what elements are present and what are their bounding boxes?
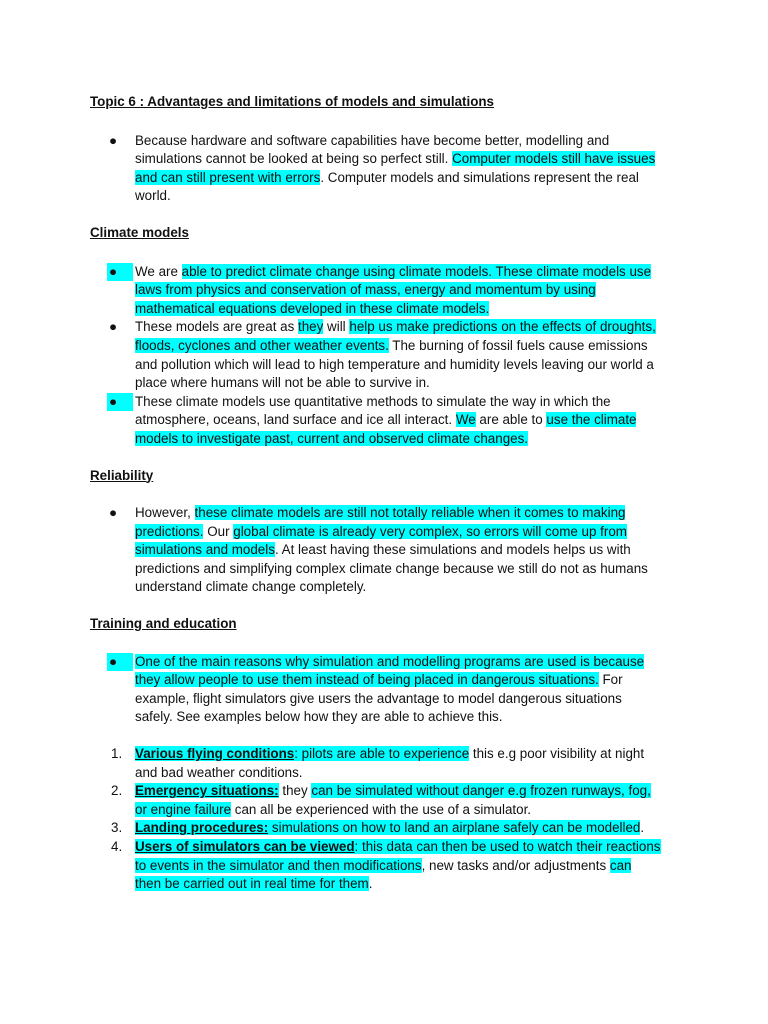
text-run: world. xyxy=(135,188,171,204)
highlighted-text: mathematical equations developed in these climate models. xyxy=(135,300,490,316)
bullet-item xyxy=(90,504,690,597)
highlighted-text: they allow people to use them instead of being placed in dangerous situations. xyxy=(135,672,599,688)
text-line xyxy=(135,504,690,523)
text-run: understand climate change completely. xyxy=(135,579,367,595)
text-run: Because hardware and software capabilities have become better, modelling and xyxy=(135,132,610,148)
list-number: 3. xyxy=(111,820,123,836)
text-line xyxy=(135,523,690,542)
text-line xyxy=(135,337,690,356)
bullet-marker: ● xyxy=(109,319,118,335)
text-line xyxy=(135,782,690,801)
text-run: predictions and simplifying complex climate change because we still do not as humans xyxy=(135,560,648,576)
highlighted-text: these climate models are still not totally reliable when it comes to making xyxy=(194,505,626,521)
intro-list xyxy=(90,132,690,206)
text-run: , new tasks and/or adjustments xyxy=(421,857,610,873)
text-run: For xyxy=(598,672,623,688)
text-run: place where humans will not be able to survive in. xyxy=(135,375,430,391)
text-line xyxy=(135,430,690,449)
text-line xyxy=(135,411,690,430)
text-run: this e.g poor visibility at night xyxy=(469,746,645,762)
text-line xyxy=(135,560,690,579)
highlighted-text: : this data can then be used to watch their reactions xyxy=(354,839,661,854)
text-line xyxy=(135,745,690,764)
text-line xyxy=(135,300,690,319)
bullet-item xyxy=(90,263,690,319)
bullet-marker: ● xyxy=(109,505,118,521)
highlighted-text: help us make predictions on the effects of droughts, xyxy=(349,319,656,335)
highlighted-text: can be simulated without danger e.g frozen runways, fog, xyxy=(311,783,651,799)
text-line xyxy=(135,764,690,783)
text-line xyxy=(135,374,690,393)
section-heading-climate-models: Climate models xyxy=(90,224,189,240)
text-run: . Computer models and simulations represent the real xyxy=(320,169,639,185)
numbered-item xyxy=(90,838,690,894)
highlighted-text: able to predict climate change using climate models. These climate models use xyxy=(181,263,652,279)
list-number: 2. xyxy=(111,783,123,799)
text-line xyxy=(135,653,690,672)
bullet-marker: ● xyxy=(107,393,133,412)
text-run: However, xyxy=(135,505,195,521)
bullet-item xyxy=(90,653,690,727)
highlighted-text: they xyxy=(298,319,324,335)
text-line xyxy=(135,875,690,894)
text-line xyxy=(135,132,690,151)
item-label: Users of simulators can be viewed xyxy=(135,839,355,854)
text-line xyxy=(135,187,690,206)
text-line xyxy=(135,857,690,876)
text-line xyxy=(135,541,690,560)
highlighted-text: simulations and models xyxy=(135,542,275,558)
text-run: These models are great as xyxy=(135,319,299,335)
text-run: Our xyxy=(203,523,234,539)
bullet-marker: ● xyxy=(107,263,133,282)
text-run: . xyxy=(640,820,645,836)
highlighted-text: and can still present with errors xyxy=(135,169,321,185)
text-run: The burning of fossil fuels cause emissions xyxy=(388,337,648,353)
text-line xyxy=(135,169,690,188)
numbered-item xyxy=(90,745,690,782)
highlighted-text: One of the main reasons why simulation and modelling programs are used is because xyxy=(135,653,645,669)
text-run: will xyxy=(323,319,350,335)
text-line xyxy=(135,356,690,375)
section-heading-training: Training and education xyxy=(90,616,237,632)
text-run: and bad weather conditions. xyxy=(135,764,303,780)
item-label: Emergency situations: xyxy=(135,783,279,799)
bullet-marker: ● xyxy=(107,653,133,672)
highlighted-text: can xyxy=(609,857,632,873)
text-line xyxy=(135,671,690,690)
bullet-item xyxy=(90,393,690,449)
text-run: can all be experienced with the use of a simulator. xyxy=(231,801,532,817)
numbered-item xyxy=(90,782,690,819)
text-run: they xyxy=(278,783,312,799)
text-line xyxy=(135,819,690,838)
highlighted-text: to events in the simulator and then modifications xyxy=(135,857,422,873)
reliability-list xyxy=(90,504,690,597)
text-line xyxy=(135,393,690,412)
highlighted-text: simulations on how to land an airplane safely can be modelled xyxy=(268,820,641,836)
text-run: simulations cannot be looked at being so perfect still. xyxy=(135,151,453,167)
text-line xyxy=(135,263,690,282)
text-line xyxy=(135,838,690,857)
text-line xyxy=(135,708,690,727)
text-run: We are xyxy=(135,263,182,279)
highlighted-text: global climate is already very complex, so errors will come up from xyxy=(233,523,627,539)
text-run: . At least having these simulations and models helps us with xyxy=(274,542,631,558)
bullet-marker: ● xyxy=(109,132,118,148)
text-line xyxy=(135,150,690,169)
list-number: 4. xyxy=(111,839,123,854)
text-run: atmosphere, oceans, land surface and ice all interact. xyxy=(135,412,456,428)
numbered-list xyxy=(90,745,690,894)
document-title: Topic 6 : Advantages and limitations of models and simulations xyxy=(90,94,495,109)
item-label: Landing procedures: xyxy=(135,820,269,836)
highlighted-text: or engine failure xyxy=(135,801,232,817)
text-run: and pollution which will lead to high temperature and humidity levels leaving our world a xyxy=(135,356,654,372)
text-run: are able to xyxy=(475,412,547,428)
text-line xyxy=(135,801,690,820)
text-run: . xyxy=(368,876,373,892)
training-list xyxy=(90,653,690,727)
text-run: These climate models use quantitative methods to simulate the way in which the xyxy=(135,393,611,409)
text-line xyxy=(135,690,690,709)
highlighted-text: laws from physics and conservation of mass, energy and momentum by using xyxy=(135,282,596,298)
highlighted-text: then be carried out in real time for them xyxy=(135,876,369,892)
highlighted-text: We xyxy=(455,412,476,428)
text-line xyxy=(135,318,690,337)
highlighted-text: use the climate xyxy=(546,412,637,428)
climate-list xyxy=(90,263,690,449)
text-line xyxy=(135,578,690,597)
text-line xyxy=(135,281,690,300)
highlighted-text: floods, cyclones and other weather events. xyxy=(135,337,389,353)
bullet-item xyxy=(90,318,690,392)
highlighted-text: predictions. xyxy=(135,523,204,539)
text-run: safely. See examples below how they are able to achieve this. xyxy=(135,709,503,725)
highlighted-text: : pilots are able to experience xyxy=(294,746,470,762)
highlighted-text: models to investigate past, current and observed climate changes. xyxy=(135,430,529,446)
section-heading-reliability: Reliability xyxy=(90,467,154,483)
item-label: Various flying conditions xyxy=(135,746,295,762)
text-run: example, flight simulators give users the advantage to model dangerous situations xyxy=(135,690,622,706)
document-page xyxy=(90,93,690,894)
list-number: 1. xyxy=(111,746,123,762)
highlighted-text: Computer models still have issues xyxy=(452,151,656,167)
bullet-item xyxy=(90,132,690,206)
numbered-item xyxy=(90,819,690,838)
